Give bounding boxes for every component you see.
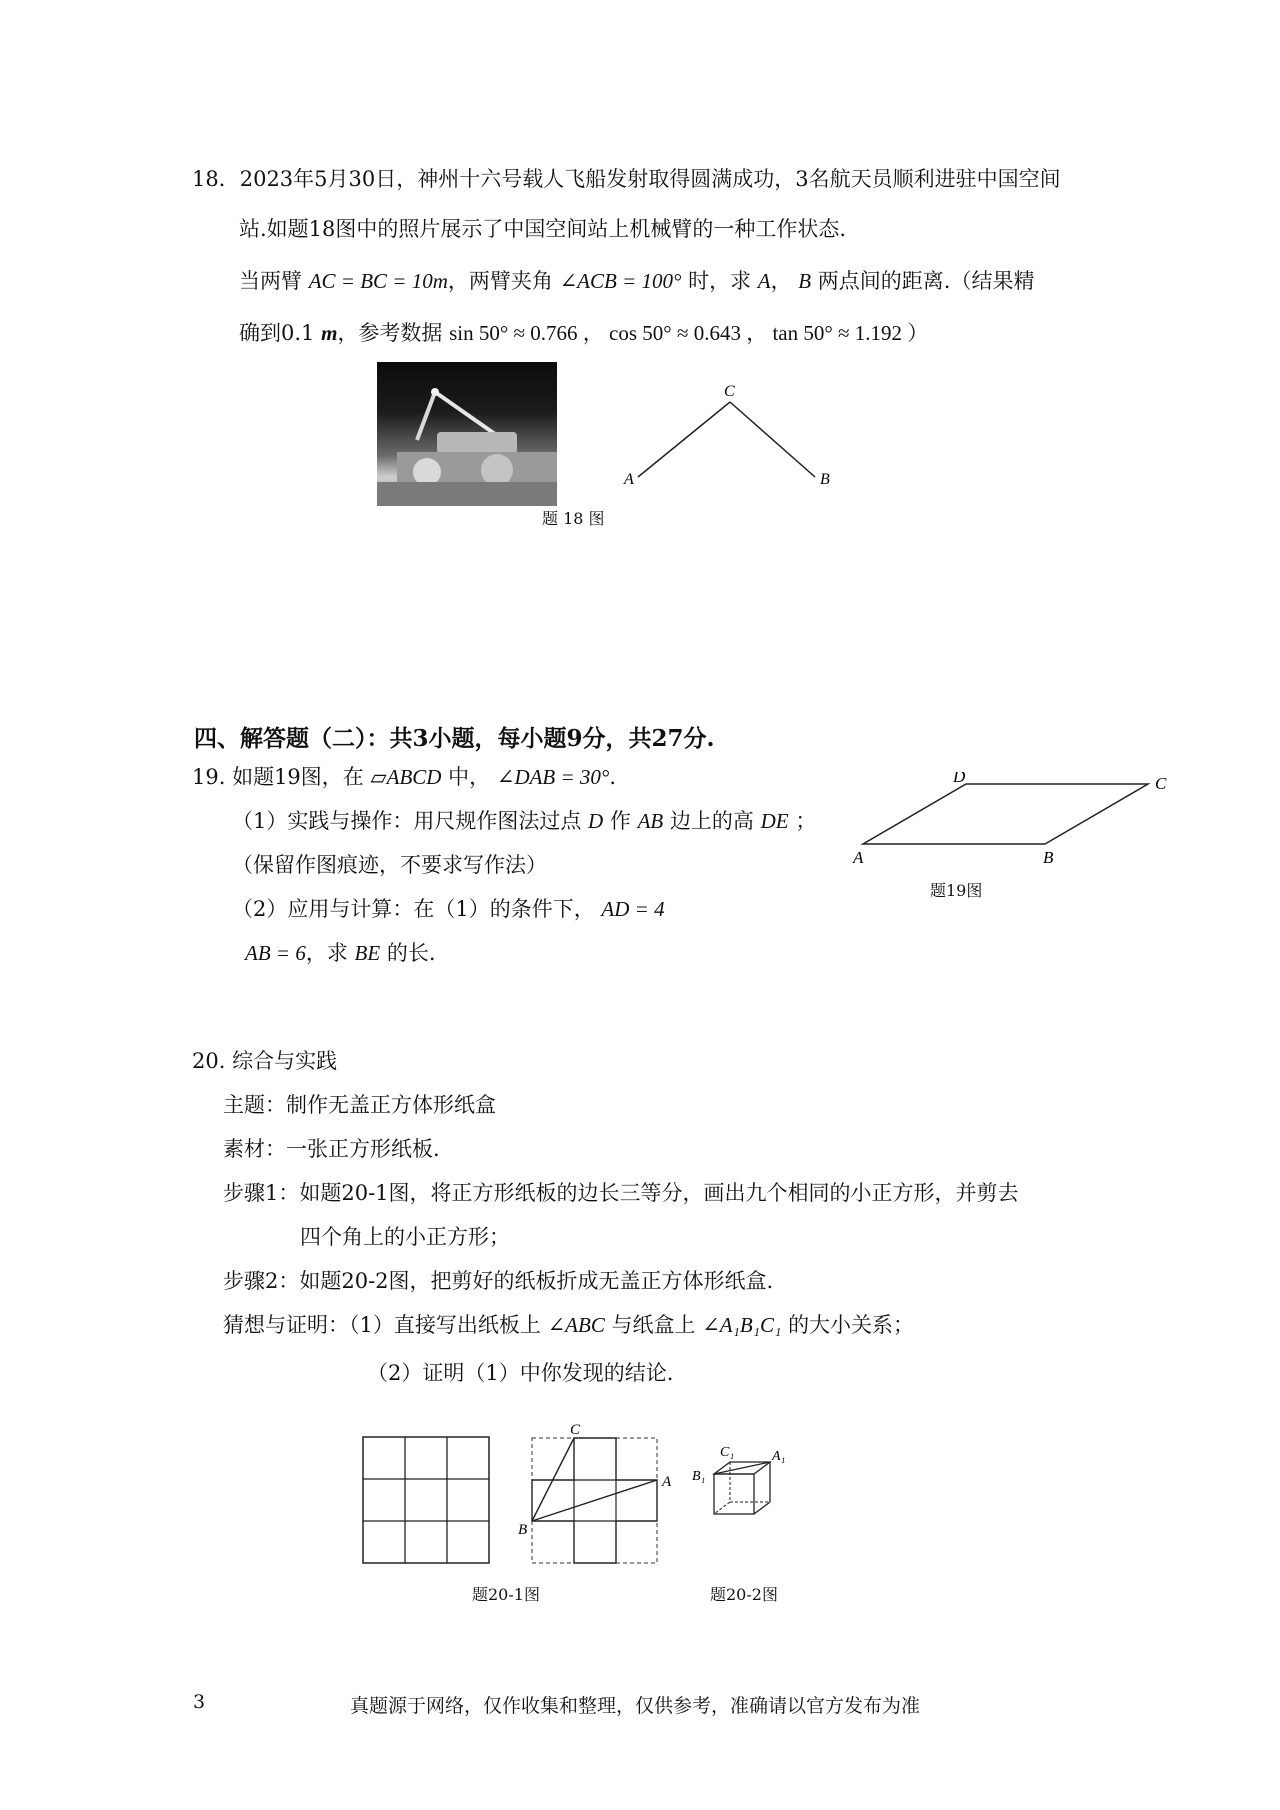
q18-text: ， (770, 269, 792, 293)
cube-hidden-edge (714, 1502, 730, 1514)
q19-part-1-note: （保留作图痕迹，不要求写作法） (232, 853, 547, 877)
q18-formula-arms: AC = BC = 10m (308, 269, 448, 293)
q20-conjecture-2: （2）证明（1）中你发现的结论. (367, 1361, 674, 1385)
label-c: C (724, 383, 735, 400)
q18-text: ，两臂夹角 (447, 269, 553, 293)
space-station-arm-photo (377, 362, 557, 506)
q20-caption-2: 题20-2图 (710, 1585, 778, 1604)
q19-line-1 (192, 762, 616, 792)
label-c: C (570, 1422, 581, 1438)
segment-ba (532, 1480, 657, 1521)
q20-angle-abc: ∠ABC (547, 1313, 605, 1337)
q19-ab: AB = 6 (245, 941, 306, 965)
q18-line-4 (239, 318, 928, 348)
grid-outline (363, 1437, 489, 1563)
q19-part-2-cont (245, 938, 436, 968)
q20-material: 素材：一张正方形纸板. (223, 1137, 440, 1161)
robotic-arm-drawing (377, 362, 557, 506)
q20-cube-diagram (690, 1440, 800, 1540)
q20-angle-a1b1c1: ∠A₁B₁C₁ (702, 1313, 782, 1337)
q18-caption: 题 18 图 (542, 509, 605, 528)
segment-ac (638, 402, 730, 477)
label-b1: B₁ (692, 1469, 706, 1484)
q20-board-diagram (510, 1422, 680, 1572)
q18-text: ，参考数据 (337, 321, 443, 345)
footer-note: 真题源于网络，仅作收集和整理，仅供参考，准确请以官方发布为准 (350, 1695, 921, 1717)
q18-line-2: 站.如题18图中的照片展示了中国空间站上机械臂的一种工作状态. (239, 217, 847, 241)
q18-text: 当两臂 (239, 269, 302, 293)
label-c: C (1155, 774, 1167, 793)
label-b: B (518, 1522, 528, 1538)
q20-grid-diagram (362, 1436, 490, 1564)
q19-text: 边上的高 (669, 809, 754, 833)
segment-bc (730, 402, 815, 477)
q19-height-de: DE (760, 809, 789, 833)
q20-step-2: 步骤2：如题20-2图，把剪好的纸板折成无盖正方体形纸盒. (223, 1269, 774, 1293)
q18-text: 确到0.1 (239, 321, 315, 345)
page-number: 3 (193, 1691, 206, 1713)
q20-conjecture-1 (223, 1310, 914, 1340)
q19-side-ab: AB (637, 809, 664, 833)
q19-text: 作 (609, 809, 631, 833)
q19-part-1 (232, 806, 816, 836)
q18-formula-angle: ∠ACB = 100° (559, 269, 682, 293)
q18-text: 两点间的距离.（结果精 (817, 269, 1035, 293)
q19-text: 19. 如题19图，在 (192, 765, 364, 789)
q18-arm-diagram (620, 382, 840, 492)
q20-step-1-cont: 四个角上的小正方形； (300, 1225, 510, 1249)
q19-parallelogram: ▱ABCD (370, 765, 442, 789)
q19-text: 中， (448, 765, 491, 789)
label-d: D (953, 772, 966, 786)
q18-line-1: 18．2023年5月30日，神州十六号载人飞船发射取得圆满成功，3名航天员顺利进驻中国空间 (192, 167, 1061, 191)
label-a: A (853, 848, 864, 867)
q20-text: 的大小关系； (788, 1313, 915, 1337)
q19-part-2 (232, 894, 665, 924)
q19-text: ，求 (305, 941, 348, 965)
cube-front (714, 1474, 754, 1514)
q19-point-d: D (588, 809, 604, 833)
label-b: B (820, 471, 830, 488)
q20-caption-1: 题20-1图 (472, 1585, 540, 1604)
q19-caption: 题19图 (930, 881, 983, 900)
q20-text: 与纸盒上 (611, 1313, 696, 1337)
q19-text: （1）实践与操作：用尺规作图法过点 (232, 809, 582, 833)
q19-text: ； (795, 809, 817, 833)
q19-be: BE (354, 941, 381, 965)
q18-reference-data: sin 50° ≈ 0.766 ， cos 50° ≈ 0.643 ， tan 50° ≈ 1.192 ） (449, 321, 929, 345)
q19-angle: ∠DAB = 30° (496, 765, 610, 789)
q18-point-a: A (757, 269, 771, 293)
label-b: B (1043, 848, 1054, 867)
q20-topic: 主题：制作无盖正方体形纸盒 (223, 1093, 496, 1117)
q20-title: 20. 综合与实践 (192, 1049, 338, 1073)
q19-text: （2）应用与计算：在（1）的条件下， (232, 897, 595, 921)
label-c1: C₁ (720, 1445, 735, 1460)
label-a: A (624, 471, 634, 488)
q18-point-b: B (798, 269, 812, 293)
label-a1: A₁ (772, 1449, 786, 1464)
cube-edge (754, 1502, 770, 1514)
q18-text: 时，求 (688, 269, 752, 293)
q19-ad: AD = 4 (601, 897, 665, 921)
section-heading: 四、解答题（二）：共3小题，每小题9分，共27分. (194, 725, 715, 752)
q20-step-1: 步骤1：如题20-1图，将正方形纸板的边长三等分，画出九个相同的小正方形，并剪去 (223, 1181, 1019, 1205)
parallelogram-abcd (863, 784, 1148, 844)
q19-text: . (609, 765, 617, 789)
q19-text: 的长. (386, 941, 436, 965)
q20-text: 猜想与证明：（1）直接写出纸板上 (223, 1313, 541, 1337)
q18-line-3 (239, 266, 1034, 296)
q19-parallelogram-diagram (845, 772, 1175, 872)
q18-unit: m (321, 321, 338, 345)
label-a: A (662, 1474, 672, 1490)
